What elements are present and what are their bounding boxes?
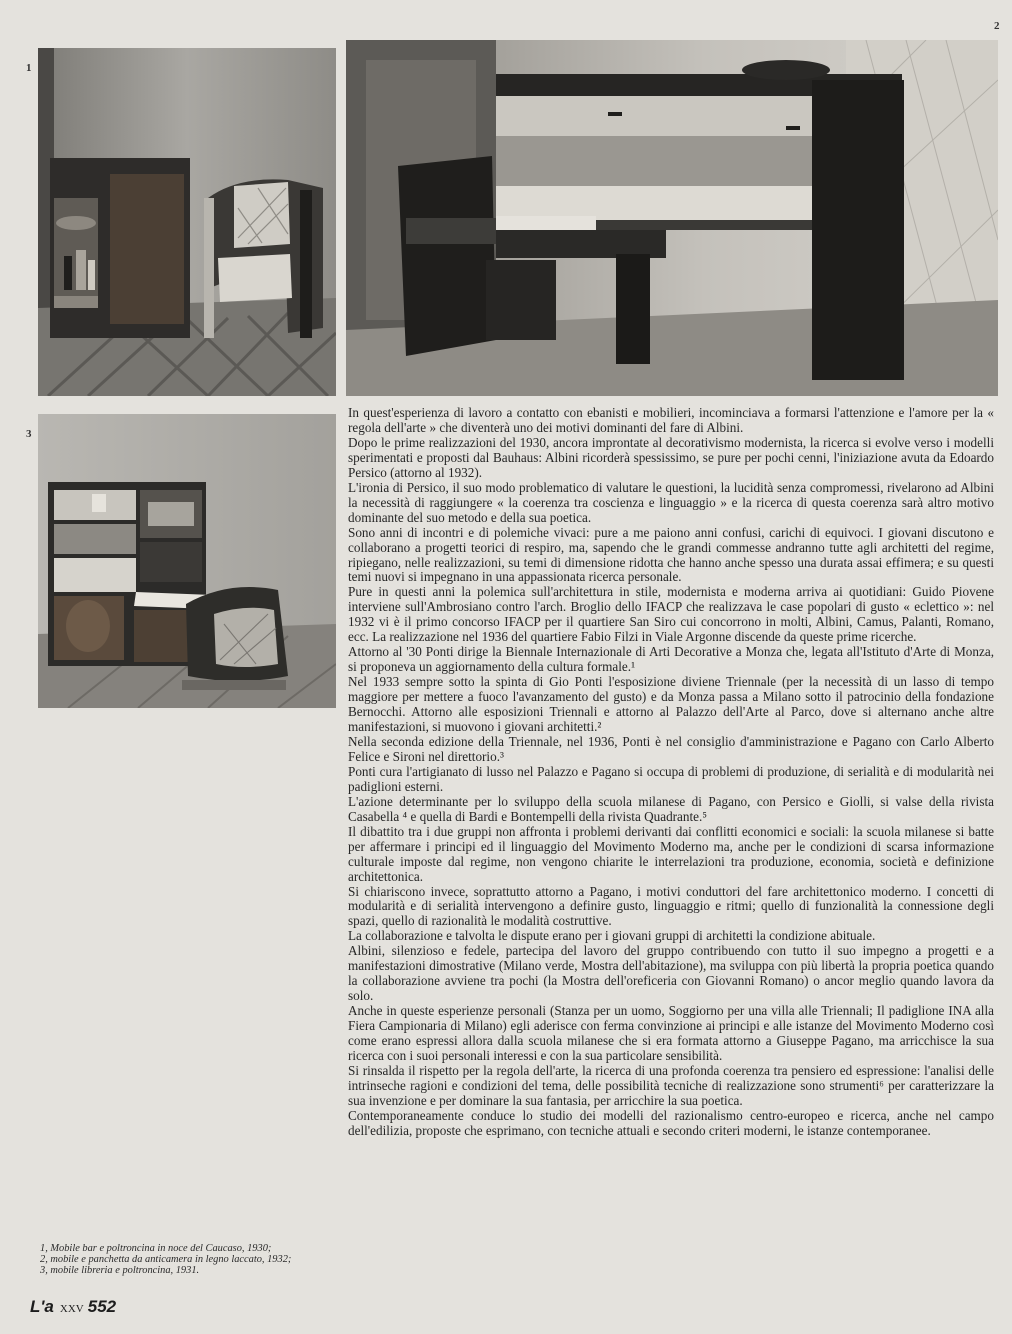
magazine-name: L'a <box>30 1297 54 1316</box>
paragraph: Pure in questi anni la polemica sull'architettura in stile, modernista e moderna arriva ai quotidiani: Guido Piovene interviene sull'Ambrosiano contro l'arch. Broglio dello IFACP che realizzava le case popolari di gusto « eclettico »: nel 1932 vi è il primo concorso IFACP per il quartiere San Siro cui concorrono in molti, Albini, Camus, Palanti, Romano, ecc. La realizzazione nel 1936 del quartiere Fabio Filzi in Viale Argonne discende da queste prime ricerche. <box>348 584 994 645</box>
paragraph: Nel 1933 sempre sotto la spinta di Gio Ponti l'esposizione diviene Triennale (per la necessità di un lasso di tempo maggiore per mettere a fuoco l'avanzamento del gusto) e da Monza passa a Milano sotto il patrocinio della fondazione Bernocchi. Attorno alle esposizioni Triennali e attorno al Palazzo dell'Arte al Parco, dove si alternano anche altre manifestazioni, si muovono i giovani architetti.² <box>348 674 994 735</box>
figure-number-1: 1 <box>26 62 32 74</box>
paragraph: L'ironia di Persico, il suo modo problematico di valutare le questioni, la lucidità senza compromessi, rivelarono ad Albini la necessità di raggiungere « la coerenza tra coscienza e linguaggio » e la ricerca di questa coerenza sarà altro motivo dominante del suo metodo e della sua poetica. <box>348 479 994 525</box>
paragraph: Dopo le prime realizzazioni del 1930, ancora improntate al decorativismo modernista, la ricerca si evolve verso i modelli sperimentati e proposti dal Bauhaus: Albini ricorderà spessissimo, se pure per pochi cenni, l'iniziazione avuta da Edoardo Persico (attorno al 1932). <box>348 434 994 480</box>
photo-bookcase <box>38 414 336 708</box>
figure-captions <box>40 1243 340 1277</box>
paragraph: Sono anni di incontri e di polemiche vivaci: pure a me paiono anni confusi, carichi di equivoci. I giovani discutono e collaborano a progetti teorici di respiro, ma, sapendo che le grandi commesse andranno tutte agli architetti del regime, ripiegano, nelle realizzazioni, su temi di dimensione ridotta che hanno anche spesso una durata assai effimera; e su questi temi nuovi si impegnano in una appassionata ricerca personale. <box>348 524 994 585</box>
page-number: 552 <box>87 1297 117 1316</box>
paragraph: Ponti cura l'artigianato di lusso nel Palazzo e Pagano si occupa di problemi di produzione, di serialità e di modularità nei padiglioni esterni. <box>348 763 994 794</box>
paragraph: Nella seconda edizione della Triennale, nel 1936, Ponti è nel consiglio d'amministrazione e Pagano con Carlo Alberto Felice e Sironi nel direttorio.³ <box>348 733 994 764</box>
figure-number-2: 2 <box>994 20 1000 32</box>
paragraph: Si chiariscono invece, soprattutto attorno a Pagano, i motivi conduttori del fare architettonico moderno. I concetti di modularità e di serialità intervengono a definire gusto, linguaggio e ritmi; quello di funzionalità la connessione degli spazi, quello di razionalità le modalità costruttive. <box>348 883 994 929</box>
caption-3: 3, mobile libreria e poltroncina, 1931. <box>40 1265 200 1277</box>
paragraph: In quest'esperienza di lavoro a contatto con ebanisti e mobilieri, incominciava a formarsi l'attenzione e l'amore per la « regola dell'arte » che diventerà uno dei motivi dominanti del fare di Albini. <box>348 405 994 435</box>
photo-bar-cabinet <box>38 48 336 396</box>
caption-1: 1, Mobile bar e poltroncina in noce del Caucaso, 1930; <box>40 1243 272 1254</box>
page-footer <box>30 1297 116 1317</box>
paragraph: Attorno al '30 Ponti dirige la Biennale Internazionale di Arti Decorative a Monza che, legata all'Istituto d'Arte di Monza, si proponeva un aggiornamento della cultura formale.¹ <box>348 644 994 675</box>
article-body <box>348 406 994 1139</box>
caption-2: 2, mobile e panchetta da anticamera in legno laccato, 1932; <box>40 1254 292 1266</box>
paragraph: Albini, silenzioso e fedele, partecipa del lavoro del gruppo contribuendo con tutto il suo impegno a progetti e a manifestazioni dimostrative (Milano verde, Mostra dell'abitazione), ma sviluppa con più libertà la propria poetica quando la collaborazione avviene tra pochi (la Mostra dell'oreficeria con Giovanni Romano) o ancor meglio quando lavora da solo. <box>348 943 994 1004</box>
paragraph: La collaborazione e talvolta le dispute erano per i giovani gruppi di architetti la condizione abituale. <box>348 928 876 944</box>
figure-number-3: 3 <box>26 428 32 440</box>
volume-number: XXV <box>59 1303 84 1315</box>
paragraph: Contemporaneamente conduce lo studio dei modelli del razionalismo centro-europeo e ricerca, anche nel campo dell'edilizia, proposte che esprimano, con tecniche attuali e secondo criteri moderni, le istanze contemporanee. <box>348 1107 994 1138</box>
photo-lacquered-cabinet <box>346 40 998 396</box>
paragraph: Anche in queste esperienze personali (Stanza per un uomo, Soggiorno per una villa alle Triennali; Il padiglione INA alla Fiera Campionaria di Milano) egli aderisce con ferma convinzione ai principi e alle istanze del Movimento Moderno così come erano espressi allora dalla scuola milanese che si era formata attorno a Giuseppe Pagano, ma arricchisce la sua ricerca con i suoi personali interessi e con la sua particolare sensibilità. <box>348 1003 994 1063</box>
paragraph: Il dibattito tra i due gruppi non affronta i problemi derivanti dai conflitti economici e sociali: la scuola milanese si batte per affermare i principi ed il linguaggio del Movimento Moderno ma, anche per le condizioni di scarsa informazione culturale imposte dal regime, non vengono chiarite le interrelazioni tra produzione, economia, società e definizione architettonica. <box>348 823 994 884</box>
paragraph: Si rinsalda il rispetto per la regola dell'arte, la ricerca di una profonda coerenza tra pensiero ed espressione: l'analisi delle intrinseche ragioni e condizioni del tema, delle possibilità tecniche di realizzazione sono strumenti⁶ per caratterizzare la sua invenzione e per dominare la sua fantasia, per arricchire la sua poetica. <box>348 1062 994 1108</box>
paragraph: L'azione determinante per lo sviluppo della scuola milanese di Pagano, con Persico e Giolli, si valse della rivista Casabella ⁴ e quella di Bardi e Bontempelli della rivista Quadrante.⁵ <box>348 793 994 824</box>
